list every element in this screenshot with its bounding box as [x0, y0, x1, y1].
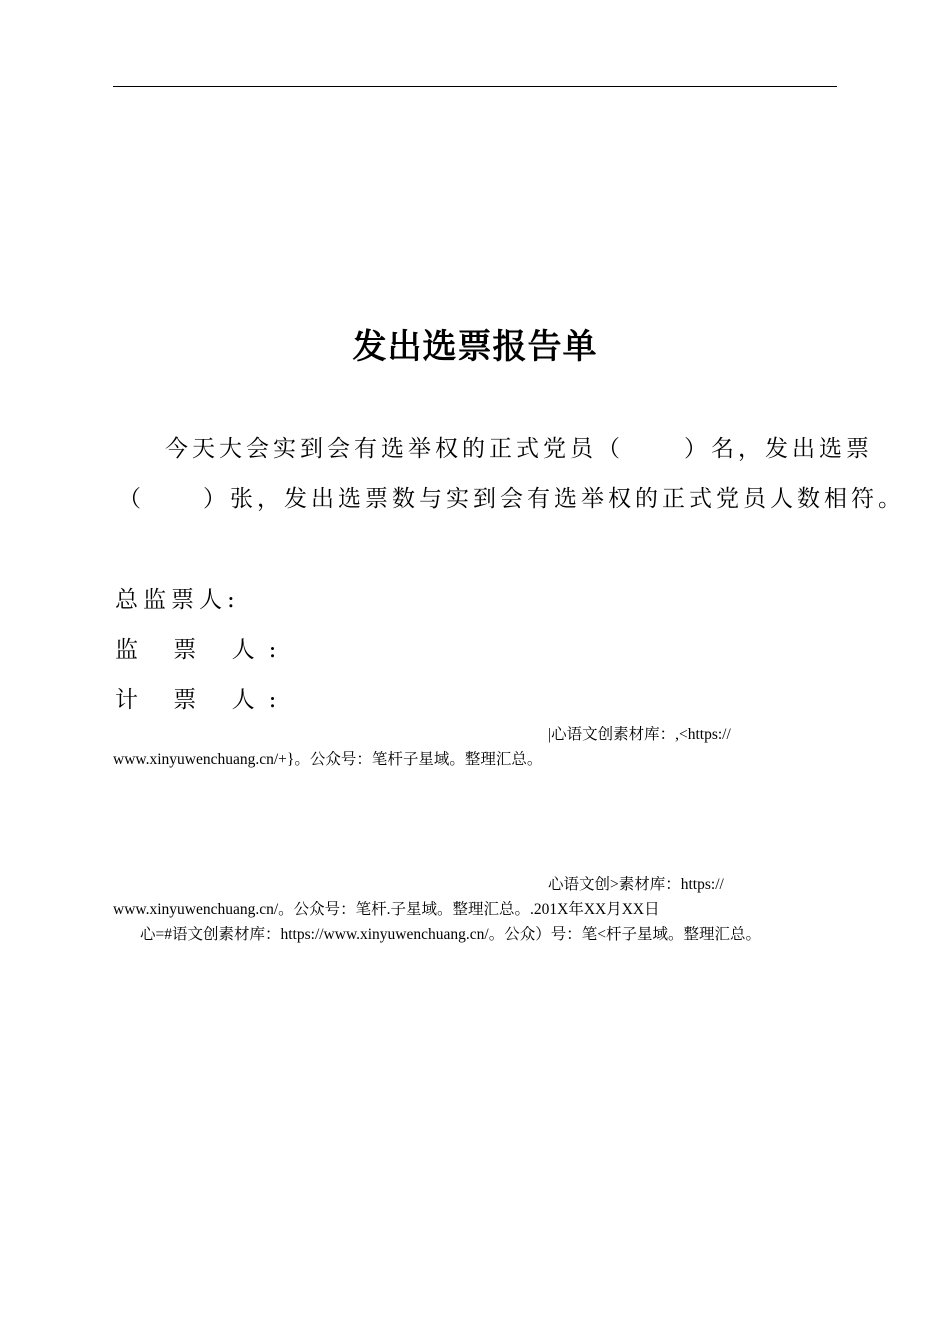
- source-note-2-line-1: 心语文创>素材库：https://: [548, 876, 724, 893]
- paragraph-line-2: [118, 484, 905, 514]
- paragraph-line-1: [165, 434, 873, 464]
- paragraph-line2-text-end: ）张，发出选票数与实到会有选举权的正式党员人数相符。: [203, 486, 905, 512]
- paragraph-line1-text: 今天大会实到会有选举权的正式党员（: [165, 436, 624, 462]
- source-note-1-line-2: www.xinyuwenchuang.cn/+}。公众号：笔杆子星域。整理汇总。: [113, 751, 543, 768]
- scrutineer-label: 监 票 人:: [115, 637, 291, 663]
- paragraph-line1-text-end: ）名，发出选票: [684, 436, 873, 462]
- paragraph-line2-text: （: [118, 486, 145, 512]
- source-note-1-line-1: |心语文创素材库：,<https://: [548, 726, 731, 743]
- header-rule: [113, 86, 837, 87]
- source-note-2-line-2: www.xinyuwenchuang.cn/。公众号：笔杆.子星域。整理汇总。.201X年XX月XX日: [113, 901, 660, 918]
- source-note-3: 心=#语文创素材库：https://www.xinyuwenchuang.cn/。公众）号：笔<杆子星域。整理汇总。: [140, 926, 761, 943]
- teller-label: 计 票 人:: [115, 687, 291, 713]
- chief-scrutineer-label: 总监票人:: [115, 587, 240, 613]
- document-title: 发出选票报告单: [352, 327, 598, 367]
